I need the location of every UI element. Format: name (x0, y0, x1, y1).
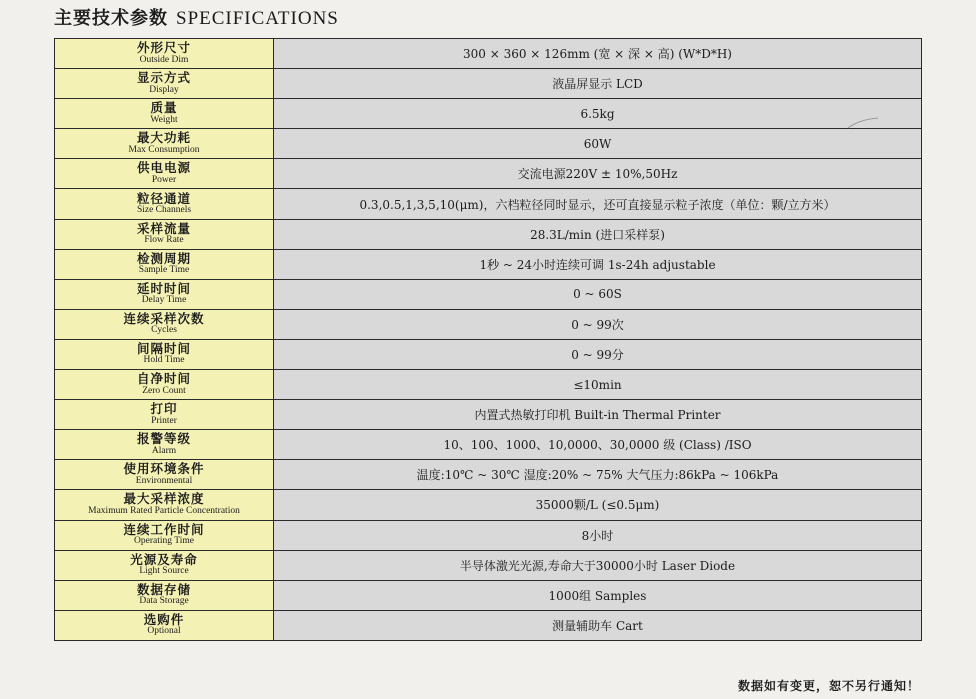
spec-value: 0 ~ 99分 (274, 339, 922, 369)
spec-row (55, 159, 922, 189)
spec-label-cell (55, 309, 274, 339)
spec-label-cell (55, 550, 274, 580)
spec-label-cn: 最大采样浓度 (123, 491, 205, 507)
specifications-table (54, 38, 922, 641)
spec-label-en: Environmental (135, 475, 193, 486)
spec-label-cell (55, 69, 274, 99)
spec-value: 10、100、1000、10,0000、30,0000 级 (Class) /ISO (274, 430, 922, 460)
spec-label-en: Alarm (151, 445, 177, 456)
spec-row (55, 430, 922, 460)
spec-value: 内置式热敏打印机 Built-in Thermal Printer (274, 400, 922, 430)
spec-label-en: Outside Dim (139, 54, 189, 65)
spec-label-en: Operating Time (134, 536, 194, 547)
spec-row (55, 580, 922, 610)
spec-label-en: Optional (147, 626, 181, 637)
spec-value: 半导体激光光源,寿命大于30000小时 Laser Diode (274, 550, 922, 580)
spec-label-cn: 显示方式 (136, 70, 191, 86)
spec-label-cell (55, 400, 274, 430)
spec-value: 60W (274, 129, 922, 159)
spec-label-en: Size Channels (136, 205, 192, 216)
spec-label-cn: 自净时间 (136, 371, 191, 387)
spec-value: 35000颗/L (≤0.5μm) (274, 490, 922, 520)
spec-label-cell (55, 520, 274, 550)
spec-label-cn: 连续工作时间 (123, 521, 205, 537)
spec-label-cn: 数据存储 (136, 581, 191, 597)
spec-label-cell (55, 219, 274, 249)
spec-label-cell (55, 370, 274, 400)
spec-label-cn: 粒径通道 (136, 190, 191, 206)
spec-label-en: Power (151, 174, 177, 185)
spec-label-cn: 连续采样次数 (123, 310, 205, 326)
spec-value: 8小时 (274, 520, 922, 550)
spec-label-en: Light Source (139, 566, 189, 577)
page-heading (54, 4, 339, 30)
heading-cn: 主要技术参数 (54, 8, 168, 29)
footer-note: 数据如有变更，恕不另行通知！ (737, 679, 920, 693)
spec-label-en: Sample Time (138, 265, 190, 276)
spec-row (55, 249, 922, 279)
spec-label-en: Cycles (151, 325, 177, 336)
spec-row (55, 129, 922, 159)
spec-value: 0.3,0.5,1,3,5,10(μm)，六档粒径同时显示，还可直接显示粒子浓度（单位：颗/立方米） (274, 189, 922, 219)
pen-mark-decoration (846, 116, 880, 132)
spec-label-en: Zero Count (142, 385, 186, 396)
spec-value: 300 × 360 × 126mm (宽 × 深 × 高) (W*D*H) (274, 39, 922, 69)
spec-label-cell (55, 339, 274, 369)
spec-label-en: Max Consumption (128, 144, 200, 155)
spec-label-en: Hold Time (143, 355, 185, 366)
spec-label-cn: 延时时间 (136, 280, 191, 296)
spec-value: 温度:10℃ ~ 30℃ 湿度:20% ~ 75% 大气压力:86kPa ~ 106kPa (274, 460, 922, 490)
spec-label-cn: 最大功耗 (136, 130, 191, 146)
spec-row (55, 400, 922, 430)
spec-row (55, 460, 922, 490)
spec-value: 1秒 ~ 24小时连续可调 1s-24h adjustable (274, 249, 922, 279)
spec-label-cell (55, 129, 274, 159)
spec-label-en: Weight (150, 114, 178, 125)
spec-label-cell (55, 580, 274, 610)
spec-label-cn: 光源及寿命 (130, 551, 198, 567)
specifications-table-body (55, 39, 922, 641)
spec-row (55, 39, 922, 69)
spec-label-cn: 外形尺寸 (136, 40, 191, 56)
spec-label-cell (55, 159, 274, 189)
spec-row (55, 339, 922, 369)
spec-value: ≤10min (274, 370, 922, 400)
spec-label-en: Delay Time (141, 295, 187, 306)
spec-row (55, 610, 922, 640)
spec-label-cn: 报警等级 (136, 431, 191, 447)
spec-label-cell (55, 490, 274, 520)
spec-label-cell (55, 189, 274, 219)
spec-row (55, 69, 922, 99)
spec-value: 6.5kg (274, 99, 922, 129)
spec-label-cell (55, 460, 274, 490)
spec-label-cn: 打印 (150, 401, 178, 417)
spec-label-cn: 间隔时间 (136, 340, 191, 356)
spec-label-en: Flow Rate (144, 235, 184, 246)
spec-label-en: Maximum Rated Particle Concentration (88, 505, 240, 516)
spec-label-cell (55, 39, 274, 69)
spec-row (55, 99, 922, 129)
spec-label-cell (55, 430, 274, 460)
spec-value: 测量辅助车 Cart (274, 610, 922, 640)
spec-label-cell (55, 249, 274, 279)
spec-label-cn: 选购件 (143, 611, 185, 627)
spec-label-cn: 供电电源 (136, 160, 191, 176)
spec-label-cell (55, 279, 274, 309)
spec-label-cn: 检测周期 (136, 250, 191, 266)
spec-label-en: Display (149, 84, 179, 95)
spec-value: 0 ~ 60S (274, 279, 922, 309)
spec-row (55, 219, 922, 249)
spec-row (55, 520, 922, 550)
spec-label-cn: 使用环境条件 (123, 461, 205, 477)
spec-label-cell (55, 610, 274, 640)
spec-row (55, 490, 922, 520)
spec-value: 液晶屏显示 LCD (274, 69, 922, 99)
spec-row (55, 189, 922, 219)
spec-label-cn: 采样流量 (136, 220, 191, 236)
spec-value: 0 ~ 99次 (274, 309, 922, 339)
spec-row (55, 279, 922, 309)
spec-label-en: Data Storage (139, 596, 189, 607)
spec-label-cn: 质量 (150, 100, 178, 116)
spec-value: 28.3L/min (进口采样泵) (274, 219, 922, 249)
heading-en: SPECIFICATIONS (176, 8, 339, 29)
spec-row (55, 370, 922, 400)
spec-row (55, 550, 922, 580)
spec-value: 交流电源220V ± 10%,50Hz (274, 159, 922, 189)
spec-label-en: Printer (151, 415, 177, 426)
spec-row (55, 309, 922, 339)
spec-label-cell (55, 99, 274, 129)
spec-value: 1000组 Samples (274, 580, 922, 610)
